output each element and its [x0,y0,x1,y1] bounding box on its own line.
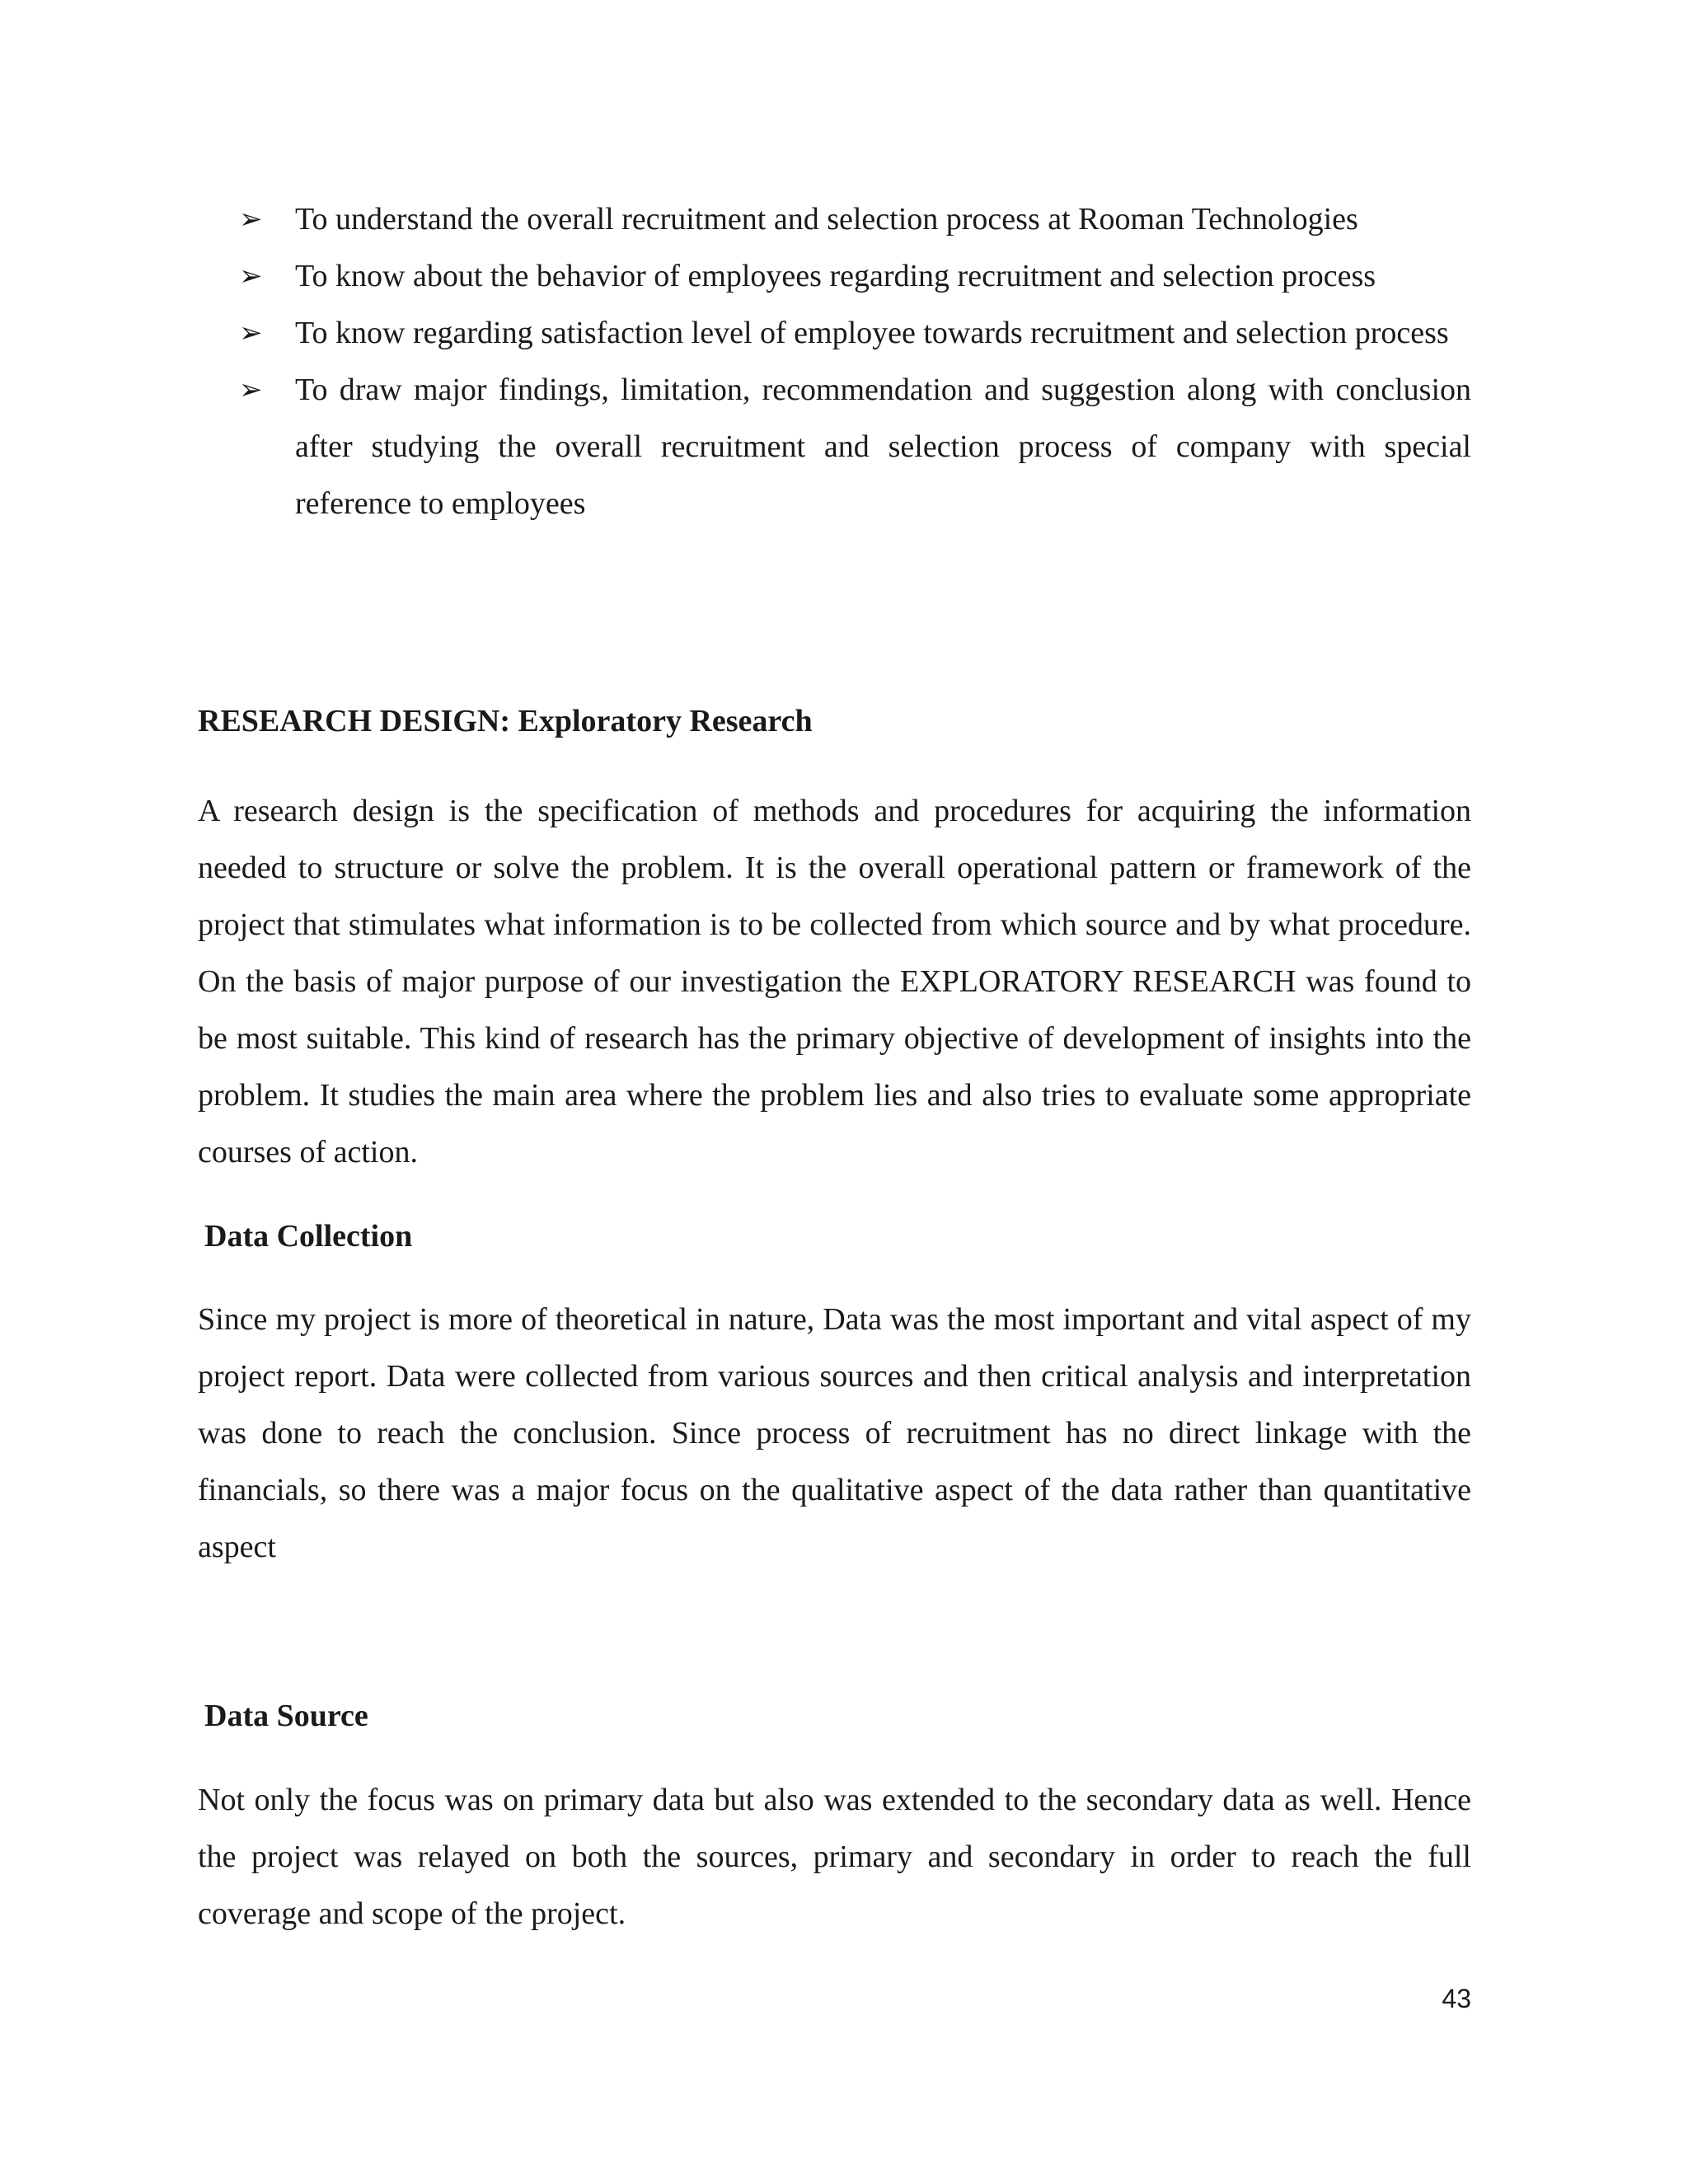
arrow-bullet-icon: ➢ [239,373,263,406]
data-collection-paragraph: Since my project is more of theoretical in nature, Data was the most important and vital aspect of my project report. Data were collected from various sources and then critical analysis and interpretation was done to reach the conclusion. Since process of recruitment has no direct linkage with the financials, so there was a major focus on the qualitative aspect of the data rather than quantitative aspect [198,1302,1471,1564]
arrow-bullet-icon: ➢ [239,203,263,236]
list-item [239,248,1471,305]
data-collection-heading: Data Collection [204,1219,413,1254]
arrow-bullet-icon: ➢ [239,260,263,293]
list-item-text: To draw major findings, limitation, recommendation and suggestion along with conclusion after studying the overall recruitment and selection process of company with special reference to employees [295,373,1471,521]
research-design-paragraph: A research design is the specification of methods and procedures for acquiring the information needed to structure or solve the problem. It is the overall operational pattern or framework of the project that stimulates what information is to be collected from which source and by what procedure. On the basis of major purpose of our investigation the EXPLORATORY RESEARCH was found to be most suitable. This kind of research has the primary objective of development of insights into the problem. It studies the main area where the problem lies and also tries to evaluate some appropriate courses of action. [198,794,1471,1169]
page-number: 43 [1442,1984,1471,2013]
list-item [239,362,1471,532]
arrow-bullet-icon: ➢ [239,316,263,349]
list-item-text: To understand the overall recruitment and selection process at Rooman Technologies [295,202,1358,237]
objectives-list [239,191,1471,532]
list-item-text: To know regarding satisfaction level of employee towards recruitment and selection process [295,316,1449,350]
list-item [239,305,1471,362]
data-source-paragraph: Not only the focus was on primary data but also was extended to the secondary data as well. Hence the project was relayed on both the sources, primary and secondary in order to reach the full coverage and scope of the project. [198,1783,1471,1931]
data-source-heading: Data Source [204,1699,368,1733]
list-item-text: To know about the behavior of employees regarding recruitment and selection process [295,259,1376,293]
research-design-heading: RESEARCH DESIGN: Exploratory Research [198,704,813,738]
list-item [239,191,1471,248]
